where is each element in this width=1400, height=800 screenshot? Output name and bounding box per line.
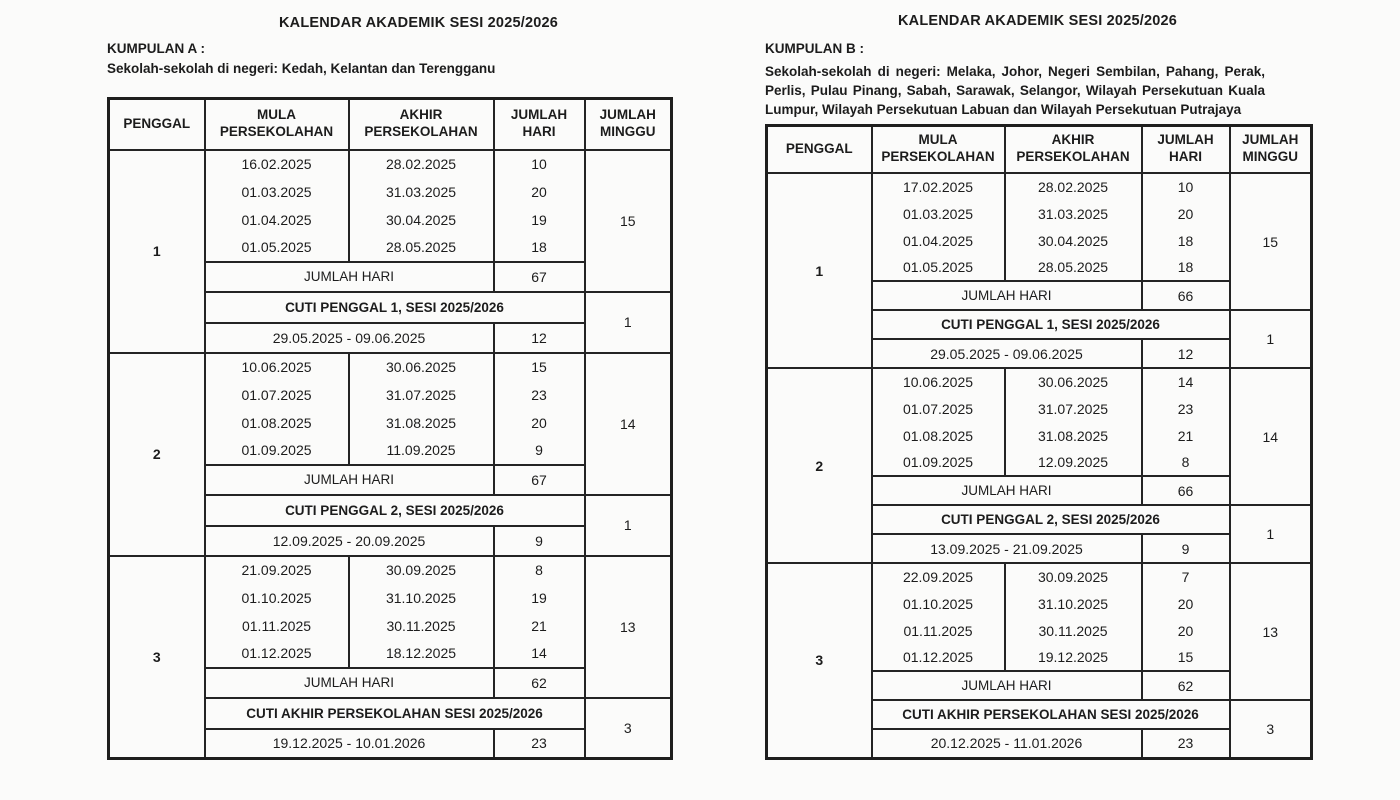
days-cell: 20 xyxy=(494,178,585,206)
group-description: Sekolah-sekolah di negeri: Melaka, Johor, Negeri Sembilan, Pahang, Perak, Perlis, Pulau Pinang, Sabah, Sarawak, Selangor, Wilayah Persekutuan Kuala Lumpur, Wilayah Persekutuan Labuan dan Wilayah Persekutuan Putrajaya xyxy=(765,64,1265,118)
jumlah-hari-label: JUMLAH HARI xyxy=(872,281,1142,310)
column-header-penggal: PENGGAL xyxy=(767,125,872,173)
penggal-cell: 2 xyxy=(767,368,872,563)
date-cell: 01.07.2025 xyxy=(205,381,349,409)
weeks-cell: 13 xyxy=(1230,563,1312,700)
date-cell: 01.08.2025 xyxy=(205,409,349,437)
cuti-range: 20.12.2025 - 11.01.2026 xyxy=(872,729,1142,758)
table-row xyxy=(767,368,1312,395)
group-description: Sekolah-sekolah di negeri: Kedah, Kelantan dan Terengganu xyxy=(107,61,496,76)
jumlah-hari-label: JUMLAH HARI xyxy=(205,262,494,292)
date-cell: 01.05.2025 xyxy=(205,234,349,262)
date-cell: 01.10.2025 xyxy=(872,590,1005,617)
document-title: KALENDAR AKADEMIK SESI 2025/2026 xyxy=(278,15,559,31)
days-cell: 21 xyxy=(1142,422,1230,449)
calendar-table-a xyxy=(107,97,673,760)
cuti-days-value: 9 xyxy=(1142,534,1230,563)
cuti-label: CUTI PENGGAL 2, SESI 2025/2026 xyxy=(205,495,585,526)
days-cell: 9 xyxy=(494,437,585,465)
cuti-label: CUTI AKHIR PERSEKOLAHAN SESI 2025/2026 xyxy=(205,698,585,729)
column-header-mula: MULA PERSEKOLAHAN xyxy=(872,125,1005,173)
days-cell: 20 xyxy=(494,409,585,437)
date-cell: 01.04.2025 xyxy=(205,206,349,234)
jumlah-hari-value: 67 xyxy=(494,262,585,292)
jumlah-hari-value: 62 xyxy=(1142,671,1230,700)
date-cell: 18.12.2025 xyxy=(349,640,494,668)
days-cell: 20 xyxy=(1142,617,1230,644)
date-cell: 01.10.2025 xyxy=(205,584,349,612)
table-row xyxy=(109,556,672,584)
date-cell: 31.08.2025 xyxy=(349,409,494,437)
calendar-table-b xyxy=(765,124,1313,760)
date-cell: 01.09.2025 xyxy=(205,437,349,465)
cuti-label: CUTI PENGGAL 1, SESI 2025/2026 xyxy=(205,292,585,323)
group-label: KUMPULAN B : xyxy=(765,41,864,56)
table-row xyxy=(767,563,1312,590)
days-cell: 15 xyxy=(1142,644,1230,671)
date-cell: 31.08.2025 xyxy=(1005,422,1142,449)
days-cell: 19 xyxy=(494,584,585,612)
days-cell: 19 xyxy=(494,206,585,234)
date-cell: 31.10.2025 xyxy=(349,584,494,612)
days-cell: 20 xyxy=(1142,590,1230,617)
cuti-days-value: 12 xyxy=(1142,339,1230,368)
jumlah-hari-value: 66 xyxy=(1142,281,1230,310)
column-header-penggal: PENGGAL xyxy=(109,99,205,150)
date-cell: 01.07.2025 xyxy=(872,395,1005,422)
date-cell: 22.09.2025 xyxy=(872,563,1005,590)
days-cell: 23 xyxy=(494,381,585,409)
jumlah-hari-label: JUMLAH HARI xyxy=(872,671,1142,700)
date-cell: 31.03.2025 xyxy=(1005,200,1142,227)
header-row xyxy=(767,125,1312,173)
cuti-label: CUTI PENGGAL 2, SESI 2025/2026 xyxy=(872,505,1230,534)
weeks-cell: 13 xyxy=(585,556,672,698)
date-cell: 01.04.2025 xyxy=(872,227,1005,254)
date-cell: 19.12.2025 xyxy=(1005,644,1142,671)
column-header-mula: MULA PERSEKOLAHAN xyxy=(205,99,349,150)
date-cell: 01.11.2025 xyxy=(872,617,1005,644)
column-header-jumlah-minggu: JUMLAH MINGGU xyxy=(1230,125,1312,173)
date-cell: 01.12.2025 xyxy=(872,644,1005,671)
date-cell: 12.09.2025 xyxy=(1005,449,1142,476)
date-cell: 31.07.2025 xyxy=(1005,395,1142,422)
jumlah-hari-label: JUMLAH HARI xyxy=(872,476,1142,505)
cuti-days-value: 23 xyxy=(494,729,585,759)
days-cell: 23 xyxy=(1142,395,1230,422)
penggal-cell: 1 xyxy=(109,150,205,353)
days-cell: 20 xyxy=(1142,200,1230,227)
penggal-cell: 3 xyxy=(767,563,872,758)
date-cell: 01.08.2025 xyxy=(872,422,1005,449)
days-cell: 15 xyxy=(494,353,585,381)
date-cell: 21.09.2025 xyxy=(205,556,349,584)
weeks-cell: 15 xyxy=(585,150,672,292)
panel-kumpulan-a xyxy=(107,14,670,760)
cuti-weeks-cell: 1 xyxy=(1230,310,1312,368)
column-header-jumlah-minggu: JUMLAH MINGGU xyxy=(585,99,672,150)
date-cell: 01.03.2025 xyxy=(872,200,1005,227)
penggal-cell: 2 xyxy=(109,353,205,556)
cuti-range: 29.05.2025 - 09.06.2025 xyxy=(872,339,1142,368)
weeks-cell: 14 xyxy=(1230,368,1312,505)
days-cell: 21 xyxy=(494,612,585,640)
column-header-akhir: AKHIR PERSEKOLAHAN xyxy=(1005,125,1142,173)
jumlah-hari-value: 67 xyxy=(494,465,585,495)
date-cell: 28.02.2025 xyxy=(1005,173,1142,200)
header-row xyxy=(109,99,672,150)
date-cell: 01.12.2025 xyxy=(205,640,349,668)
cuti-range: 29.05.2025 - 09.06.2025 xyxy=(205,323,494,353)
date-cell: 30.09.2025 xyxy=(349,556,494,584)
date-cell: 01.11.2025 xyxy=(205,612,349,640)
date-cell: 01.03.2025 xyxy=(205,178,349,206)
group-label: KUMPULAN A : xyxy=(107,41,205,56)
date-cell: 30.11.2025 xyxy=(1005,617,1142,644)
date-cell: 28.05.2025 xyxy=(349,234,494,262)
table-row xyxy=(767,173,1312,200)
document-title: KALENDAR AKADEMIK SESI 2025/2026 xyxy=(897,13,1178,29)
cuti-range: 12.09.2025 - 20.09.2025 xyxy=(205,526,494,556)
panel-kumpulan-b xyxy=(765,12,1310,760)
days-cell: 14 xyxy=(1142,368,1230,395)
cuti-range: 19.12.2025 - 10.01.2026 xyxy=(205,729,494,759)
date-cell: 01.05.2025 xyxy=(872,254,1005,281)
jumlah-hari-label: JUMLAH HARI xyxy=(205,668,494,698)
cuti-weeks-cell: 3 xyxy=(585,698,672,759)
date-cell: 10.06.2025 xyxy=(205,353,349,381)
date-cell: 31.07.2025 xyxy=(349,381,494,409)
cuti-weeks-cell: 1 xyxy=(585,495,672,556)
date-cell: 31.10.2025 xyxy=(1005,590,1142,617)
days-cell: 7 xyxy=(1142,563,1230,590)
days-cell: 18 xyxy=(494,234,585,262)
date-cell: 30.06.2025 xyxy=(1005,368,1142,395)
date-cell: 16.02.2025 xyxy=(205,150,349,178)
days-cell: 8 xyxy=(1142,449,1230,476)
cuti-weeks-cell: 1 xyxy=(585,292,672,353)
date-cell: 30.06.2025 xyxy=(349,353,494,381)
column-header-jumlah-hari: JUMLAH HARI xyxy=(1142,125,1230,173)
table-row xyxy=(109,353,672,381)
date-cell: 30.04.2025 xyxy=(349,206,494,234)
column-header-jumlah-hari: JUMLAH HARI xyxy=(494,99,585,150)
weeks-cell: 15 xyxy=(1230,173,1312,310)
date-cell: 28.05.2025 xyxy=(1005,254,1142,281)
jumlah-hari-label: JUMLAH HARI xyxy=(205,465,494,495)
cuti-range: 13.09.2025 - 21.09.2025 xyxy=(872,534,1142,563)
date-cell: 11.09.2025 xyxy=(349,437,494,465)
date-cell: 31.03.2025 xyxy=(349,178,494,206)
days-cell: 18 xyxy=(1142,227,1230,254)
days-cell: 10 xyxy=(494,150,585,178)
date-cell: 30.11.2025 xyxy=(349,612,494,640)
days-cell: 10 xyxy=(1142,173,1230,200)
cuti-weeks-cell: 3 xyxy=(1230,700,1312,758)
cuti-days-value: 23 xyxy=(1142,729,1230,758)
column-header-akhir: AKHIR PERSEKOLAHAN xyxy=(349,99,494,150)
date-cell: 30.04.2025 xyxy=(1005,227,1142,254)
jumlah-hari-value: 62 xyxy=(494,668,585,698)
days-cell: 14 xyxy=(494,640,585,668)
date-cell: 10.06.2025 xyxy=(872,368,1005,395)
penggal-cell: 1 xyxy=(767,173,872,368)
cuti-weeks-cell: 1 xyxy=(1230,505,1312,563)
date-cell: 01.09.2025 xyxy=(872,449,1005,476)
weeks-cell: 14 xyxy=(585,353,672,495)
penggal-cell: 3 xyxy=(109,556,205,759)
cuti-label: CUTI AKHIR PERSEKOLAHAN SESI 2025/2026 xyxy=(872,700,1230,729)
cuti-days-value: 9 xyxy=(494,526,585,556)
days-cell: 8 xyxy=(494,556,585,584)
cuti-label: CUTI PENGGAL 1, SESI 2025/2026 xyxy=(872,310,1230,339)
jumlah-hari-value: 66 xyxy=(1142,476,1230,505)
table-row xyxy=(109,150,672,178)
date-cell: 28.02.2025 xyxy=(349,150,494,178)
date-cell: 17.02.2025 xyxy=(872,173,1005,200)
days-cell: 18 xyxy=(1142,254,1230,281)
date-cell: 30.09.2025 xyxy=(1005,563,1142,590)
cuti-days-value: 12 xyxy=(494,323,585,353)
